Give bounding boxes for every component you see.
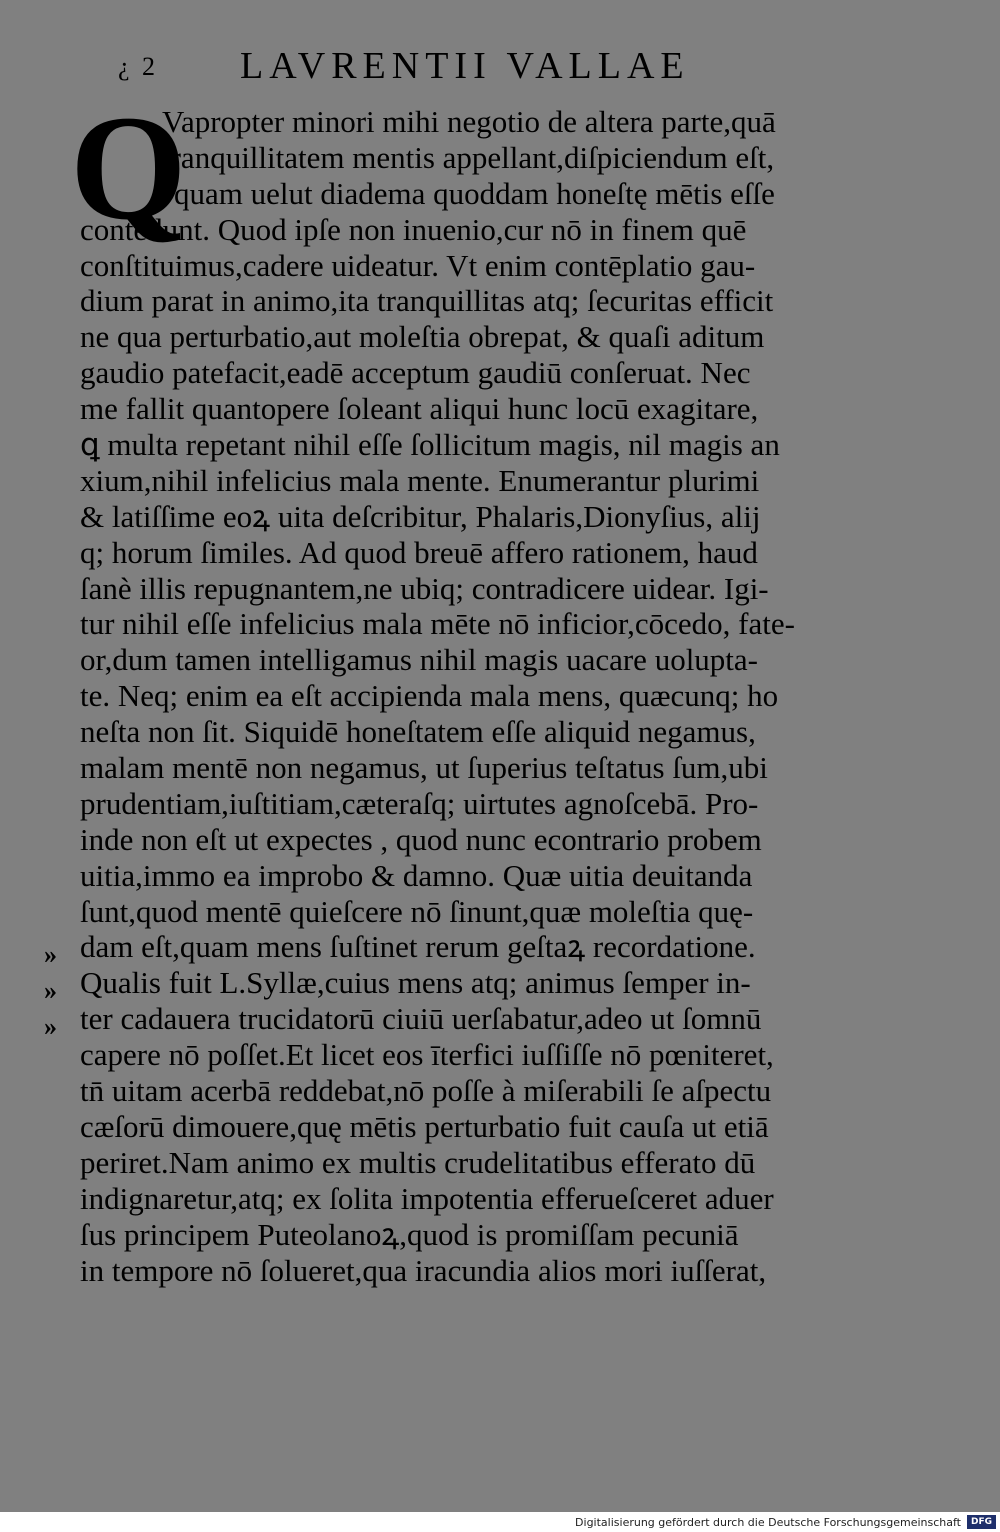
body-text	[80, 104, 940, 1288]
text-line: gaudio patefacit,eadē acceptum gaudiū conſeruat. Nec	[80, 355, 751, 391]
text-line: contēdunt. Quod ipſe non inuenio,cur nō in finem quē	[80, 211, 747, 247]
text-line: cæſorū dimouere,quę mētis perturbatio fuit cauſa ut etiā	[80, 1108, 769, 1144]
text-line: ſus principem Puteolanoꝝ,quod is promiſſam pecuniā	[80, 1216, 739, 1252]
margin-marker: »	[44, 940, 57, 969]
text-line: capere nō poſſet.Et licet eos īterfici iuſſiſſe nō pœniteret,	[80, 1037, 774, 1073]
text-line: me fallit quantopere ſoleant aliqui hunc locū exagitare,	[80, 391, 759, 427]
page-number: ¿ 2	[118, 52, 159, 81]
text-line: malam mentē non negamus, ut ſuperius teſtatus ſum,ubi	[80, 750, 768, 786]
text-line: ſanè illis repugnantem,ne ubiq; contradicere uidear. Igi-	[80, 570, 769, 606]
text-line: tranquillitatem mentis appellant,diſpiciendum eſt,	[162, 139, 775, 175]
text-line: q; horum ſimiles. Ad quod breuē affero rationem, haud	[80, 534, 758, 570]
text-line: Vapropter minori mihi negotio de altera parte,quā	[162, 104, 776, 139]
text-line: periret.Nam animo ex multis crudelitatibus efferato dū	[80, 1144, 756, 1180]
text-line: indignaretur,atq; ex ſolita impotentia efferueſceret aduer	[80, 1180, 774, 1216]
dfg-logo-icon: DFG	[967, 1515, 996, 1529]
footer-bar	[567, 1512, 1000, 1532]
text-line: ter cadauera trucidatorū ciuiū uerſabatur,adeo ut ſomnū	[80, 1001, 762, 1037]
text-line: inde non eſt ut expectes , quod nunc econtrario probem	[80, 821, 762, 857]
text-line: neſta non ſit. Siquidē honeſtatem eſſe aliquid negamus,	[80, 714, 756, 750]
text-line: in tempore nō ſolueret,qua iracundia alios mori iuſſerat,	[80, 1252, 767, 1288]
text-line: tn̄ uitam acerbā reddebat,nō poſſe à miſerabili ſe aſpectu	[80, 1073, 772, 1109]
margin-marker: »	[44, 976, 57, 1005]
margin-marker: »	[44, 1012, 57, 1041]
drop-cap: Q	[70, 85, 187, 251]
text-line: xium,nihil infelicius mala mente. Enumerantur plurimi	[80, 462, 760, 498]
text-line: & latiſſime eoꝝ uita deſcribitur, Phalaris,Dionyſius, alij	[80, 498, 761, 534]
text-line: ne qua perturbatio,aut moleſtia obrepat, & quaſi aditum	[80, 319, 765, 355]
text-line: te. Neq; enim ea eſt accipienda mala mens, quæcunq; ho	[80, 678, 779, 714]
running-head: LAVRENTII VALLAE	[240, 45, 690, 87]
footer-credit: Digitalisierung gefördert durch die Deutsche Forschungsgemeinschaft	[575, 1515, 961, 1529]
text-line: dium parat in animo,ita tranquillitas atq; ſecuritas efficit	[80, 283, 774, 319]
text-line: uitia,immo ea improbo & damno. Quæ uitia deuitanda	[80, 857, 753, 893]
text-line: Qualis fuit L.Syllæ,cuius mens atq; animus ſemper in-	[80, 965, 751, 1001]
text-line: prudentiam,iuſtitiam,cæteraſq; uirtutes agnoſcebā. Pro-	[80, 785, 759, 821]
text-line: ꝗ multa repetant nihil eſſe ſollicitum magis, nil magis an	[80, 427, 780, 463]
text-line: conſtituimus,cadere uideatur. Vt enim contēplatio gau-	[80, 247, 756, 283]
text-line: tur nihil eſſe infelicius mala mēte nō inficior,cōcedo, fate-	[80, 606, 795, 642]
text-line: or,dum tamen intelligamus nihil magis uacare uolupta-	[80, 642, 759, 678]
text-line: quam uelut diadema quoddam honeſtę mētis eſſe	[174, 175, 775, 211]
text-line: dam eſt,quam mens ſuſtinet rerum geſtaꝝ recordatione.	[80, 929, 756, 965]
text-line: ſunt,quod mentē quieſcere nō ſinunt,quæ moleſtia quę-	[80, 893, 754, 929]
